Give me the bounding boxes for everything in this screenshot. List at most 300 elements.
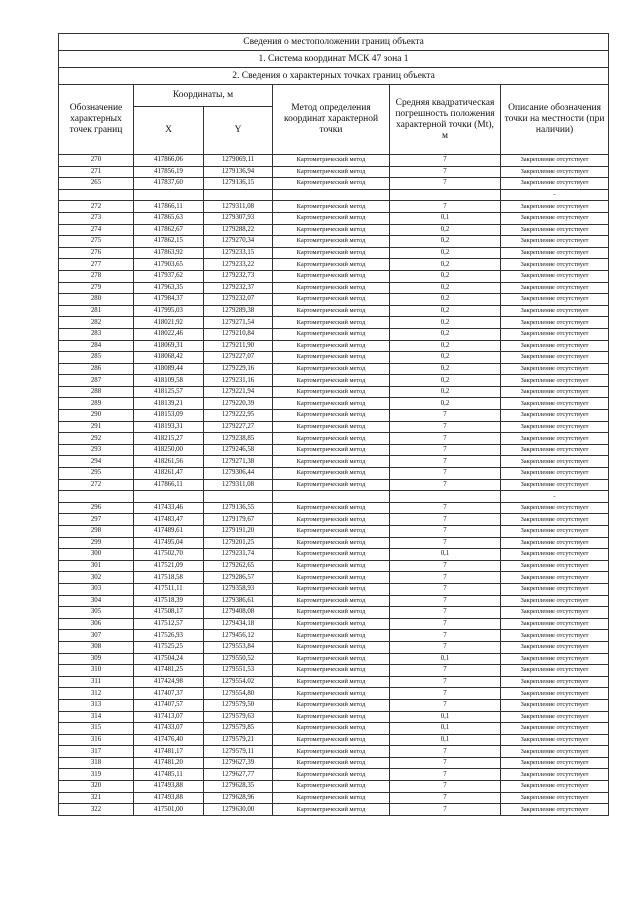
x-cell: 417508,17: [134, 607, 204, 619]
point-cell: 305: [59, 607, 134, 619]
x-cell: 417511,11: [134, 583, 204, 595]
error-cell: 7: [390, 792, 501, 804]
method-cell: Картометрический метод: [273, 804, 390, 816]
method-cell: Картометрический метод: [273, 734, 390, 746]
separator-cell: [59, 189, 134, 201]
point-cell: 294: [59, 456, 134, 468]
x-cell: 418215,27: [134, 433, 204, 445]
table-row: [59, 201, 609, 213]
x-cell: 418153,09: [134, 410, 204, 422]
table-row: [59, 456, 609, 468]
method-cell: Картометрический метод: [273, 572, 390, 584]
point-cell: 307: [59, 630, 134, 642]
y-cell: 1279553,84: [204, 641, 273, 653]
point-cell: 265: [59, 178, 134, 190]
error-cell: 0,2: [390, 247, 501, 259]
point-cell: 295: [59, 468, 134, 480]
x-cell: 417984,37: [134, 294, 204, 306]
table-title: Сведения о местоположении границ объекта: [59, 34, 609, 51]
y-cell: 1279222,95: [204, 410, 273, 422]
point-cell: 311: [59, 676, 134, 688]
desc-cell: Закрепление отсутствует: [501, 386, 609, 398]
table-row: [59, 363, 609, 375]
y-cell: 1279229,16: [204, 363, 273, 375]
method-cell: Картометрический метод: [273, 479, 390, 491]
x-column-header: X: [134, 107, 204, 155]
point-cell: 288: [59, 386, 134, 398]
desc-cell: Закрепление отсутствует: [501, 468, 609, 480]
point-cell: 316: [59, 734, 134, 746]
separator-dash: -: [501, 189, 609, 201]
point-cell: 292: [59, 433, 134, 445]
table-row: [59, 769, 609, 781]
point-cell: 289: [59, 398, 134, 410]
x-cell: 417518,39: [134, 595, 204, 607]
x-cell: 417866,11: [134, 201, 204, 213]
x-cell: 418021,92: [134, 317, 204, 329]
method-cell: Картометрический метод: [273, 433, 390, 445]
method-cell: Картометрический метод: [273, 352, 390, 364]
desc-cell: Закрепление отсутствует: [501, 236, 609, 248]
method-cell: Картометрический метод: [273, 711, 390, 723]
desc-cell: Закрепление отсутствует: [501, 270, 609, 282]
y-cell: 1279579,11: [204, 746, 273, 758]
desc-cell: Закрепление отсутствует: [501, 572, 609, 584]
x-cell: 417866,06: [134, 155, 204, 167]
desc-cell: Закрепление отсутствует: [501, 699, 609, 711]
table-row: [59, 282, 609, 294]
table-row: [59, 224, 609, 236]
desc-cell: Закрепление отсутствует: [501, 653, 609, 665]
method-cell: Картометрический метод: [273, 526, 390, 538]
desc-cell: Закрепление отсутствует: [501, 352, 609, 364]
method-cell: Картометрический метод: [273, 641, 390, 653]
desc-cell: Закрепление отсутствует: [501, 514, 609, 526]
point-cell: 296: [59, 502, 134, 514]
x-cell: 417481,20: [134, 757, 204, 769]
x-cell: 417413,07: [134, 711, 204, 723]
point-cell: 320: [59, 781, 134, 793]
error-cell: 0,2: [390, 236, 501, 248]
desc-cell: Закрепление отсутствует: [501, 317, 609, 329]
point-cell: 318: [59, 757, 134, 769]
title-row: [59, 34, 609, 51]
desc-cell: Закрепление отсутствует: [501, 178, 609, 190]
point-cell: 298: [59, 526, 134, 538]
method-cell: Картометрический метод: [273, 363, 390, 375]
table-row: [59, 305, 609, 317]
method-cell: Картометрический метод: [273, 514, 390, 526]
error-column-header: Средняя квадратическая погрешность положения характерной точки (Mt), м: [390, 85, 501, 155]
desc-cell: Закрепление отсутствует: [501, 328, 609, 340]
x-cell: 418069,31: [134, 340, 204, 352]
desc-cell: Закрепление отсутствует: [501, 537, 609, 549]
table-row: [59, 386, 609, 398]
method-cell: Картометрический метод: [273, 224, 390, 236]
table-row: [59, 259, 609, 271]
method-cell: Картометрический метод: [273, 178, 390, 190]
error-cell: 0,1: [390, 734, 501, 746]
desc-cell: Закрепление отсутствует: [501, 781, 609, 793]
y-cell: 1279628,35: [204, 781, 273, 793]
desc-cell: Закрепление отсутствует: [501, 734, 609, 746]
y-column-header: Y: [204, 107, 273, 155]
separator-cell: [204, 491, 273, 503]
error-cell: 7: [390, 804, 501, 816]
method-cell: Картометрический метод: [273, 294, 390, 306]
x-cell: 417495,04: [134, 537, 204, 549]
separator-dash: -: [501, 491, 609, 503]
desc-cell: Закрепление отсутствует: [501, 804, 609, 816]
table-row: [59, 723, 609, 735]
x-cell: 418109,58: [134, 375, 204, 387]
x-cell: 417525,25: [134, 641, 204, 653]
desc-cell: Закрепление отсутствует: [501, 410, 609, 422]
point-cell: 291: [59, 421, 134, 433]
point-cell: 319: [59, 769, 134, 781]
method-cell: Картометрический метод: [273, 792, 390, 804]
desc-cell: Закрепление отсутствует: [501, 421, 609, 433]
point-cell: 317: [59, 746, 134, 758]
error-cell: 7: [390, 607, 501, 619]
column-header-row-1: [59, 85, 609, 107]
separator-cell: [273, 189, 390, 201]
coords-column-header: Координаты, м: [134, 85, 273, 107]
error-cell: 7: [390, 572, 501, 584]
table-row: [59, 502, 609, 514]
point-cell: 306: [59, 618, 134, 630]
error-cell: 7: [390, 699, 501, 711]
y-cell: 1279232,73: [204, 270, 273, 282]
y-cell: 1279136,55: [204, 502, 273, 514]
method-cell: Картометрический метод: [273, 699, 390, 711]
point-cell: 274: [59, 224, 134, 236]
table-row: [59, 653, 609, 665]
error-cell: 7: [390, 595, 501, 607]
point-cell: 312: [59, 688, 134, 700]
error-cell: 0,2: [390, 317, 501, 329]
desc-cell: Закрепление отсутствует: [501, 618, 609, 630]
point-column-header: Обозначение характерных точек границ: [59, 85, 134, 155]
coord-system-title: 1. Система координат МСК 47 зона 1: [59, 51, 609, 68]
y-cell: 1279232,37: [204, 282, 273, 294]
point-cell: 281: [59, 305, 134, 317]
error-cell: 7: [390, 688, 501, 700]
separator-cell: [134, 189, 204, 201]
desc-cell: Закрепление отсутствует: [501, 607, 609, 619]
error-cell: 0,1: [390, 711, 501, 723]
method-cell: Картометрический метод: [273, 618, 390, 630]
x-cell: 418068,42: [134, 352, 204, 364]
method-cell: Картометрический метод: [273, 757, 390, 769]
point-cell: 271: [59, 166, 134, 178]
point-cell: 277: [59, 259, 134, 271]
x-cell: 417866,11: [134, 479, 204, 491]
error-cell: 7: [390, 502, 501, 514]
point-cell: 301: [59, 560, 134, 572]
table-row: [59, 479, 609, 491]
point-cell: 279: [59, 282, 134, 294]
error-cell: 0,2: [390, 224, 501, 236]
y-cell: 1279231,74: [204, 549, 273, 561]
separator-cell: [390, 491, 501, 503]
point-cell: 280: [59, 294, 134, 306]
point-cell: 270: [59, 155, 134, 167]
error-cell: 0,2: [390, 305, 501, 317]
method-cell: Картометрический метод: [273, 549, 390, 561]
error-cell: 0,2: [390, 363, 501, 375]
method-cell: Картометрический метод: [273, 688, 390, 700]
table-row: [59, 178, 609, 190]
table-body: [59, 34, 609, 816]
error-cell: 7: [390, 560, 501, 572]
method-cell: Картометрический метод: [273, 328, 390, 340]
desc-cell: Закрепление отсутствует: [501, 247, 609, 259]
table-row: [59, 514, 609, 526]
table-row: [59, 352, 609, 364]
error-cell: 0,2: [390, 294, 501, 306]
table-row: [59, 560, 609, 572]
y-cell: 1279220,39: [204, 398, 273, 410]
method-cell: Картометрический метод: [273, 270, 390, 282]
y-cell: 1279201,25: [204, 537, 273, 549]
method-cell: Картометрический метод: [273, 247, 390, 259]
y-cell: 1279554,80: [204, 688, 273, 700]
point-cell: 314: [59, 711, 134, 723]
method-cell: Картометрический метод: [273, 537, 390, 549]
table-row: [59, 294, 609, 306]
y-cell: 1279246,58: [204, 444, 273, 456]
point-cell: 278: [59, 270, 134, 282]
method-cell: Картометрический метод: [273, 630, 390, 642]
y-cell: 1279311,08: [204, 479, 273, 491]
table-row: [59, 688, 609, 700]
x-cell: 417407,37: [134, 688, 204, 700]
x-cell: 417837,60: [134, 178, 204, 190]
y-cell: 1279627,77: [204, 769, 273, 781]
error-cell: 7: [390, 630, 501, 642]
method-cell: Картометрический метод: [273, 236, 390, 248]
x-cell: 417489,61: [134, 526, 204, 538]
y-cell: 1279227,27: [204, 421, 273, 433]
y-cell: 1279628,96: [204, 792, 273, 804]
desc-cell: Закрепление отсутствует: [501, 583, 609, 595]
table-row: [59, 340, 609, 352]
desc-cell: Закрепление отсутствует: [501, 456, 609, 468]
x-cell: 418139,21: [134, 398, 204, 410]
point-cell: 309: [59, 653, 134, 665]
point-cell: 282: [59, 317, 134, 329]
point-cell: 285: [59, 352, 134, 364]
y-cell: 1279311,08: [204, 201, 273, 213]
method-cell: Картометрический метод: [273, 456, 390, 468]
desc-cell: Закрепление отсутствует: [501, 641, 609, 653]
separator-row: [59, 491, 609, 503]
desc-cell: Закрепление отсутствует: [501, 305, 609, 317]
method-cell: Картометрический метод: [273, 653, 390, 665]
x-cell: 417481,25: [134, 665, 204, 677]
y-cell: 1279286,57: [204, 572, 273, 584]
x-cell: 417856,19: [134, 166, 204, 178]
table-row: [59, 607, 609, 619]
table-row: [59, 468, 609, 480]
error-cell: 7: [390, 665, 501, 677]
x-cell: 417512,57: [134, 618, 204, 630]
x-cell: 417493,88: [134, 781, 204, 793]
error-cell: 7: [390, 618, 501, 630]
table-row: [59, 804, 609, 816]
desc-cell: Закрепление отсутствует: [501, 792, 609, 804]
table-row: [59, 746, 609, 758]
error-cell: 0,2: [390, 270, 501, 282]
coord-system-row: [59, 51, 609, 68]
table-row: [59, 328, 609, 340]
error-cell: 0,2: [390, 386, 501, 398]
desc-cell: Закрепление отсутствует: [501, 340, 609, 352]
error-cell: 0,2: [390, 352, 501, 364]
table-row: [59, 433, 609, 445]
x-cell: 417502,70: [134, 549, 204, 561]
y-cell: 1279179,67: [204, 514, 273, 526]
separator-cell: [273, 491, 390, 503]
y-cell: 1279231,16: [204, 375, 273, 387]
desc-cell: Закрепление отсутствует: [501, 757, 609, 769]
desc-cell: Закрепление отсутствует: [501, 433, 609, 445]
method-cell: Картометрический метод: [273, 723, 390, 735]
table-row: [59, 166, 609, 178]
x-cell: 417995,03: [134, 305, 204, 317]
y-cell: 1279210,84: [204, 328, 273, 340]
error-cell: 7: [390, 583, 501, 595]
separator-cell: [134, 491, 204, 503]
y-cell: 1279306,44: [204, 468, 273, 480]
x-cell: 417424,98: [134, 676, 204, 688]
desc-cell: Закрепление отсутствует: [501, 363, 609, 375]
method-cell: Картометрический метод: [273, 386, 390, 398]
method-cell: Картометрический метод: [273, 746, 390, 758]
y-cell: 1279579,50: [204, 699, 273, 711]
desc-cell: Закрепление отсутствует: [501, 676, 609, 688]
section-row: [59, 68, 609, 85]
method-cell: Картометрический метод: [273, 502, 390, 514]
method-cell: Картометрический метод: [273, 421, 390, 433]
desc-cell: Закрепление отсутствует: [501, 502, 609, 514]
table-row: [59, 444, 609, 456]
y-cell: 1279551,53: [204, 665, 273, 677]
method-cell: Картометрический метод: [273, 560, 390, 572]
y-cell: 1279069,11: [204, 155, 273, 167]
table-row: [59, 630, 609, 642]
y-cell: 1279211,90: [204, 340, 273, 352]
point-cell: 272: [59, 479, 134, 491]
y-cell: 1279630,00: [204, 804, 273, 816]
separator-row: [59, 189, 609, 201]
table-row: [59, 618, 609, 630]
error-cell: 7: [390, 178, 501, 190]
separator-cell: [59, 491, 134, 503]
table-row: [59, 757, 609, 769]
desc-column-header: Описание обозначения точки на местности (при наличии): [501, 85, 609, 155]
method-cell: Картометрический метод: [273, 781, 390, 793]
desc-cell: Закрепление отсутствует: [501, 259, 609, 271]
point-cell: 310: [59, 665, 134, 677]
x-cell: 417407,57: [134, 699, 204, 711]
y-cell: 1279554,02: [204, 676, 273, 688]
x-cell: 417483,47: [134, 514, 204, 526]
method-cell: Картометрический метод: [273, 375, 390, 387]
error-cell: 7: [390, 526, 501, 538]
x-cell: 418250,00: [134, 444, 204, 456]
desc-cell: Закрепление отсутствует: [501, 212, 609, 224]
table-row: [59, 572, 609, 584]
y-cell: 1279271,38: [204, 456, 273, 468]
point-cell: 322: [59, 804, 134, 816]
point-cell: 299: [59, 537, 134, 549]
x-cell: 417433,07: [134, 723, 204, 735]
method-cell: Картометрический метод: [273, 340, 390, 352]
y-cell: 1279227,07: [204, 352, 273, 364]
desc-cell: Закрепление отсутствует: [501, 595, 609, 607]
error-cell: 7: [390, 746, 501, 758]
x-cell: 417937,62: [134, 270, 204, 282]
x-cell: 417903,65: [134, 259, 204, 271]
desc-cell: Закрепление отсутствует: [501, 526, 609, 538]
x-cell: 417504,24: [134, 653, 204, 665]
error-cell: 0,1: [390, 723, 501, 735]
y-cell: 1279289,38: [204, 305, 273, 317]
x-cell: 417433,46: [134, 502, 204, 514]
method-cell: Картометрический метод: [273, 607, 390, 619]
error-cell: 7: [390, 641, 501, 653]
table-row: [59, 676, 609, 688]
error-cell: 7: [390, 456, 501, 468]
desc-cell: Закрепление отсутствует: [501, 398, 609, 410]
error-cell: 7: [390, 676, 501, 688]
point-cell: 321: [59, 792, 134, 804]
desc-cell: Закрепление отсутствует: [501, 560, 609, 572]
error-cell: 7: [390, 537, 501, 549]
y-cell: 1279627,39: [204, 757, 273, 769]
x-cell: 418193,31: [134, 421, 204, 433]
error-cell: 7: [390, 410, 501, 422]
x-cell: 418261,47: [134, 468, 204, 480]
separator-cell: [204, 189, 273, 201]
point-cell: 308: [59, 641, 134, 653]
error-cell: 0,2: [390, 340, 501, 352]
table-row: [59, 155, 609, 167]
error-cell: 0,1: [390, 212, 501, 224]
error-cell: 7: [390, 769, 501, 781]
error-cell: 7: [390, 433, 501, 445]
point-cell: 275: [59, 236, 134, 248]
y-cell: 1279232,07: [204, 294, 273, 306]
method-cell: Картометрический метод: [273, 583, 390, 595]
table-row: [59, 247, 609, 259]
point-cell: 272: [59, 201, 134, 213]
table-row: [59, 317, 609, 329]
x-cell: 418125,57: [134, 386, 204, 398]
desc-cell: Закрепление отсутствует: [501, 282, 609, 294]
x-cell: 418261,56: [134, 456, 204, 468]
error-cell: 7: [390, 781, 501, 793]
x-cell: 418089,44: [134, 363, 204, 375]
point-cell: 286: [59, 363, 134, 375]
method-cell: Картометрический метод: [273, 155, 390, 167]
table-row: [59, 641, 609, 653]
method-cell: Картометрический метод: [273, 259, 390, 271]
desc-cell: Закрепление отсутствует: [501, 769, 609, 781]
table-row: [59, 583, 609, 595]
